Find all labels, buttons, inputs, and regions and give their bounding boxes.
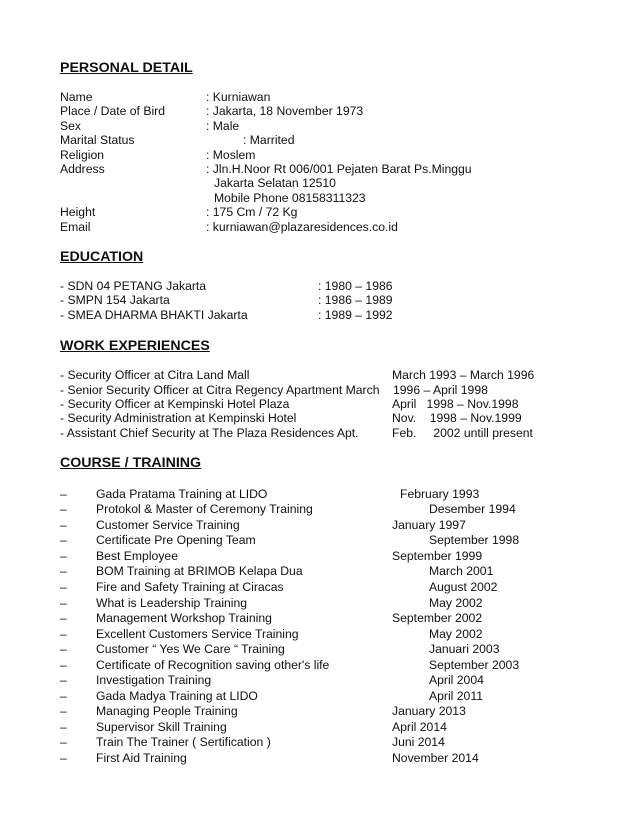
course-bullet: – — [60, 549, 67, 563]
label-height: Height — [60, 205, 96, 219]
course-date: September 2003 — [429, 658, 520, 672]
course-date: May 2002 — [429, 596, 483, 610]
course-date: September 2002 — [392, 611, 483, 625]
work-period: March 1993 – March 1996 — [392, 368, 535, 382]
personal-detail-heading: PERSONAL DETAIL — [60, 60, 193, 76]
value-name: : Kurniawan — [206, 90, 271, 104]
course-name: BOM Training at BRIMOB Kelapa Dua — [96, 564, 303, 578]
course-name: Train The Trainer ( Sertification ) — [96, 735, 271, 749]
course-date: April 2014 — [392, 720, 447, 734]
work-position: - Security Officer at Kempinski Hotel Plaza — [60, 397, 290, 411]
course-name: Certificate of Recognition saving other's life — [96, 658, 330, 672]
label-birth: Place / Date of Bird — [60, 104, 165, 118]
course-date: March 2001 — [429, 564, 494, 578]
work-period: Feb. 2002 untill present — [392, 426, 533, 440]
education-years: : 1980 – 1986 — [318, 279, 393, 293]
course-date: September 1999 — [392, 549, 483, 563]
course-name: Certificate Pre Opening Team — [96, 533, 256, 547]
work-position: - Assistant Chief Security at The Plaza Residences Apt. — [60, 426, 359, 440]
label-name: Name — [60, 90, 93, 104]
education-school: - SDN 04 PETANG Jakarta — [60, 279, 207, 293]
value-sex: : Male — [206, 119, 240, 133]
course-bullet: – — [60, 502, 67, 516]
course-bullet: – — [60, 487, 67, 501]
work-period: April 1998 – Nov.1998 — [392, 397, 519, 411]
course-name: Customer Service Training — [96, 518, 240, 532]
course-training-heading: COURSE / TRAINING — [60, 455, 202, 471]
course-bullet: – — [60, 704, 67, 718]
education-years: : 1989 – 1992 — [318, 308, 393, 322]
value-email: : kurniawan@plazaresidences.co.id — [206, 220, 398, 234]
value-marital: : Marrited — [243, 133, 295, 147]
course-date: Desember 1994 — [429, 502, 516, 516]
label-address: Address — [60, 162, 105, 176]
course-date: Juni 2014 — [392, 735, 445, 749]
value-height: : 175 Cm / 72 Kg — [206, 205, 298, 219]
course-date: August 2002 — [429, 580, 498, 594]
education-years: : 1986 – 1989 — [318, 293, 393, 307]
course-bullet: – — [60, 533, 67, 547]
work-period: Nov. 1998 – Nov.1999 — [392, 411, 522, 425]
course-name: Management Workshop Training — [96, 611, 272, 625]
value-address: : Jln.H.Noor Rt 006/001 Pejaten Barat Ps.Minggu — [206, 162, 472, 176]
course-date: January 1997 — [392, 518, 466, 532]
work-position: - Security Administration at Kempinski Hotel — [60, 411, 297, 425]
work-period: 1996 – April 1998 — [393, 383, 488, 397]
course-bullet: – — [60, 751, 67, 765]
course-date: Januari 2003 — [429, 642, 500, 656]
label-religion: Religion — [60, 148, 105, 162]
label-email: Email — [60, 220, 91, 234]
work-position: - Security Officer at Citra Land Mall — [60, 368, 250, 382]
course-bullet: – — [60, 720, 67, 734]
education-school: - SMPN 154 Jakarta — [60, 293, 170, 307]
course-date: November 2014 — [392, 751, 479, 765]
course-name: Fire and Safety Training at Ciracas — [96, 580, 284, 594]
value-religion: : Moslem — [206, 148, 256, 162]
course-date: February 1993 — [400, 487, 480, 501]
course-name: Gada Madya Training at LIDO — [96, 689, 258, 703]
course-name: Investigation Training — [96, 673, 212, 687]
course-name: Gada Pratama Training at LIDO — [96, 487, 268, 501]
course-bullet: – — [60, 580, 67, 594]
label-marital: Marital Status — [60, 133, 135, 147]
course-bullet: – — [60, 596, 67, 610]
education-heading: EDUCATION — [60, 249, 144, 265]
course-date: April 2011 — [429, 689, 483, 703]
value-address-city: Jakarta Selatan 12510 — [214, 176, 336, 190]
course-bullet: – — [60, 611, 67, 625]
course-name: Excellent Customers Service Training — [96, 627, 299, 641]
course-bullet: – — [60, 689, 67, 703]
course-name: Best Employee — [96, 549, 178, 563]
course-name: Protokol & Master of Ceremony Training — [96, 502, 313, 516]
course-date: April 2004 — [429, 673, 484, 687]
course-name: Managing People Training — [96, 704, 238, 718]
value-birth: : Jakarta, 18 November 1973 — [206, 104, 364, 118]
course-date: September 1998 — [429, 533, 520, 547]
course-bullet: – — [60, 642, 67, 656]
label-sex: Sex — [60, 119, 82, 133]
course-bullet: – — [60, 627, 67, 641]
value-mobile: Mobile Phone 08158311323 — [214, 191, 366, 205]
education-school: - SMEA DHARMA BHAKTI Jakarta — [60, 308, 248, 322]
course-bullet: – — [60, 518, 67, 532]
course-date: January 2013 — [392, 704, 466, 718]
course-date: May 2002 — [429, 627, 483, 641]
course-bullet: – — [60, 735, 67, 749]
course-name: First Aid Training — [96, 751, 187, 765]
course-name: What is Leadership Training — [96, 596, 248, 610]
work-position: - Senior Security Officer at Citra Regency Apartment March — [60, 383, 380, 397]
course-bullet: – — [60, 658, 67, 672]
course-name: Customer “ Yes We Care “ Training — [96, 642, 285, 656]
course-bullet: – — [60, 564, 67, 578]
course-name: Supervisor Skill Training — [96, 720, 227, 734]
course-bullet: – — [60, 673, 67, 687]
work-experiences-heading: WORK EXPERIENCES — [60, 338, 210, 354]
